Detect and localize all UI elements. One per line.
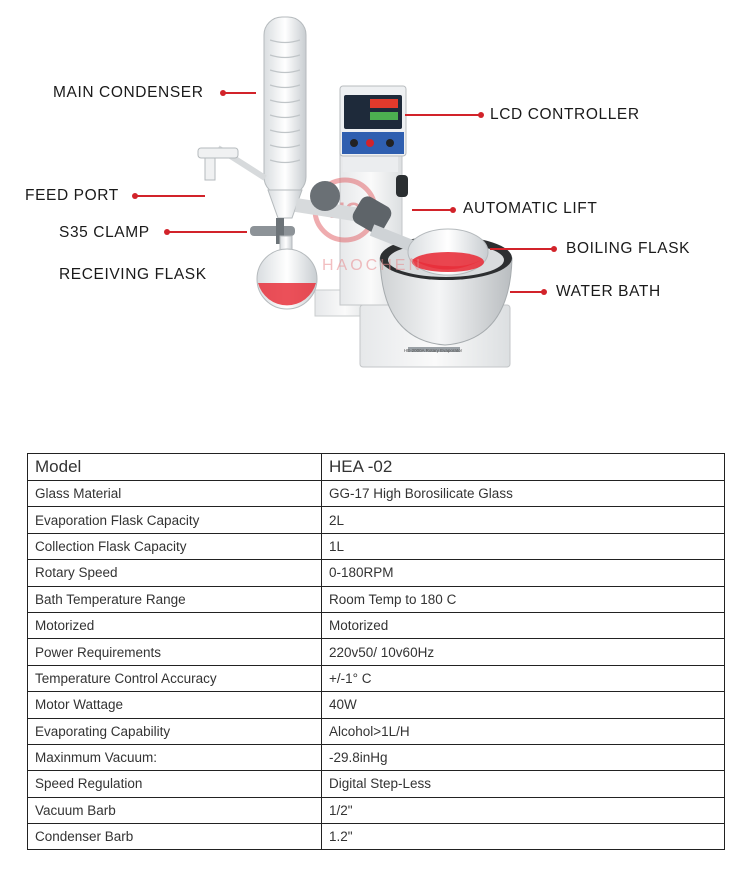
spec-key: Maxinmum Vacuum: <box>28 744 322 770</box>
callout-line <box>223 92 256 94</box>
callout-dot <box>478 112 484 118</box>
spec-value: Digital Step-Less <box>322 771 725 797</box>
spec-key: Model <box>28 454 322 481</box>
spec-key: Glass Material <box>28 481 322 507</box>
spec-key: Power Requirements <box>28 639 322 665</box>
spec-table-row <box>28 718 725 744</box>
receiving-flask <box>257 236 317 309</box>
nameplate-text: HE-2000A Rotary Evaporator <box>403 348 463 353</box>
spec-key: Bath Temperature Range <box>28 586 322 612</box>
spec-value: 220v50/ 10v60Hz <box>322 639 725 665</box>
spec-key: Condenser Barb <box>28 824 322 850</box>
spec-value: 2L <box>322 507 725 533</box>
spec-table-row <box>28 771 725 797</box>
spec-table-row <box>28 797 725 823</box>
spec-table-row <box>28 586 725 612</box>
spec-value: Motorized <box>322 612 725 638</box>
spec-table-row <box>28 692 725 718</box>
watermark-text: HAOCHEN <box>322 257 424 274</box>
spec-table-row <box>28 824 725 850</box>
spec-table-header-row <box>28 454 725 481</box>
callout-line <box>490 248 552 250</box>
callout-line <box>412 209 452 211</box>
controller-box <box>340 86 406 156</box>
callout-line <box>405 114 480 116</box>
spec-value: 0-180RPM <box>322 560 725 586</box>
spec-key: Motor Wattage <box>28 692 322 718</box>
spec-table-row <box>28 639 725 665</box>
callout-feed-port: FEED PORT <box>25 187 119 204</box>
spec-key: Vacuum Barb <box>28 797 322 823</box>
lift-knob <box>396 175 408 197</box>
callout-line <box>167 231 247 233</box>
product-figure <box>0 0 750 420</box>
spec-value: Room Temp to 180 C <box>322 586 725 612</box>
callout-dot <box>541 289 547 295</box>
spec-value: -29.8inHg <box>322 744 725 770</box>
callout-boiling-flask: BOILING FLASK <box>566 240 691 257</box>
spec-value: +/-1° C <box>322 665 725 691</box>
spec-table-row <box>28 612 725 638</box>
condenser <box>264 17 306 218</box>
spec-table <box>27 453 725 850</box>
spec-key: Evaporation Flask Capacity <box>28 507 322 533</box>
spec-table-row <box>28 560 725 586</box>
callout-line <box>510 291 542 293</box>
callout-s35-clamp: S35 CLAMP <box>59 224 150 241</box>
spec-value: 1.2" <box>322 824 725 850</box>
spec-key: Rotary Speed <box>28 560 322 586</box>
spec-value: HEA -02 <box>322 454 725 481</box>
spec-key: Evaporating Capability <box>28 718 322 744</box>
callout-dot <box>450 207 456 213</box>
spec-value: Alcohol>1L/H <box>322 718 725 744</box>
spec-table-row <box>28 665 725 691</box>
callout-lcd-controller: LCD CONTROLLER <box>490 106 640 123</box>
spec-table-row <box>28 744 725 770</box>
spec-table-row <box>28 507 725 533</box>
callout-water-bath: WATER BATH <box>556 283 661 300</box>
callout-line <box>135 195 205 197</box>
callout-automatic-lift: AUTOMATIC LIFT <box>463 200 598 217</box>
spec-table-row <box>28 533 725 559</box>
callout-main-condenser: MAIN CONDENSER <box>53 84 204 101</box>
rotary-evaporator-illustration <box>0 0 750 420</box>
spec-value: GG-17 High Borosilicate Glass <box>322 481 725 507</box>
spec-value: 40W <box>322 692 725 718</box>
spec-key: Collection Flask Capacity <box>28 533 322 559</box>
spec-table-row <box>28 481 725 507</box>
callout-dot <box>551 246 557 252</box>
spec-key: Speed Regulation <box>28 771 322 797</box>
callout-receiving-flask: RECEIVING FLASK <box>59 266 207 283</box>
spec-key: Motorized <box>28 612 322 638</box>
spec-value: 1L <box>322 533 725 559</box>
feed-port <box>198 148 265 180</box>
spec-value: 1/2" <box>322 797 725 823</box>
spec-key: Temperature Control Accuracy <box>28 665 322 691</box>
